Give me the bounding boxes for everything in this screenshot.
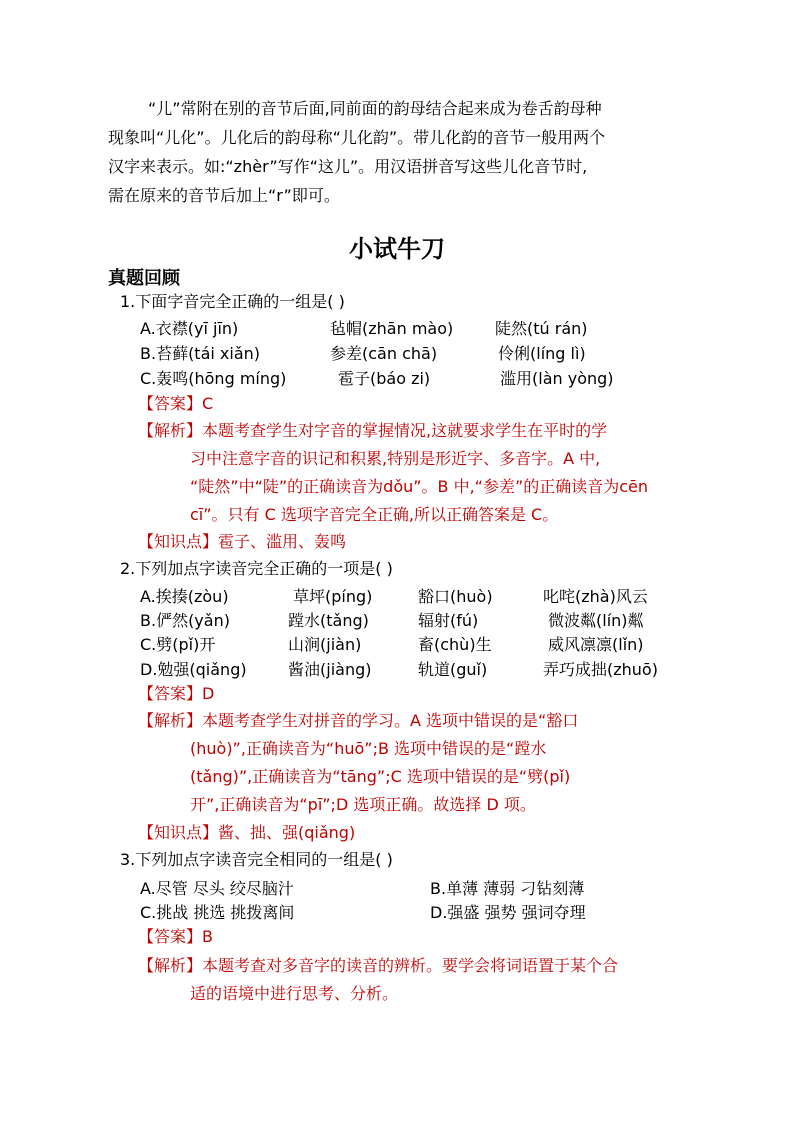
intro-line: 汉字来表示。如:“zhèr”写作“这儿”。用汉语拼音写这些儿化音节时, xyxy=(108,157,588,176)
q1-option-a-1: A.衣襟(yī jīn) xyxy=(140,319,239,338)
page-title: 小试牛刀 xyxy=(349,235,445,263)
q3-option-c: C.挑战 挑选 挑拨离间 xyxy=(140,903,295,922)
q1-answer: 【答案】C xyxy=(138,394,214,413)
q2-option-a-3: 豁口(huò) xyxy=(418,587,493,606)
q2-analysis-line: 【解析】本题考查学生对拼音的学习。A 选项中错误的是“豁口 xyxy=(138,711,579,730)
q1-option-c-3: 滥用(làn yòng) xyxy=(500,369,614,388)
q2-analysis-line: 开”,正确读音为“pī”;D 选项正确。故选择 D 项。 xyxy=(190,795,536,814)
q2-option-c-1: C.劈(pǐ)开 xyxy=(140,635,216,654)
q3-answer: 【答案】B xyxy=(138,927,213,946)
intro-line: 需在原来的音节后加上“r”即可。 xyxy=(108,186,340,205)
q1-analysis-line: cī”。只有 C 选项字音完全正确,所以正确答案是 C。 xyxy=(190,505,559,524)
q2-option-a-1: A.挨揍(zòu) xyxy=(140,587,229,606)
section-heading: 真题回顾 xyxy=(108,268,180,289)
q1-option-c-1: C.轰鸣(hōng míng) xyxy=(140,369,287,388)
question-1-stem: 1.下面字音完全正确的一组是( ) xyxy=(120,292,345,311)
q1-option-b-2: 参差(cān chā) xyxy=(330,344,438,363)
q2-analysis-line: (huò)”,正确读音为“huō”;B 选项中错误的是“蹚水 xyxy=(190,739,547,758)
q3-analysis-line: 【解析】本题考查对多音字的读音的辨析。要学会将词语置于某个合 xyxy=(138,956,619,975)
q2-option-b-4: 微波粼(lín)粼 xyxy=(548,611,644,630)
q1-option-a-2: 毡帽(zhān mào) xyxy=(330,319,454,338)
q1-analysis-line: “陡然”中“陡”的正确读音为dǒu”。B 中,“参差”的正确读音为cēn xyxy=(190,477,649,496)
q3-analysis-line: 适的语境中进行思考、分析。 xyxy=(190,984,399,1003)
q2-answer: 【答案】D xyxy=(138,684,215,703)
q2-option-a-2: 草坪(píng) xyxy=(293,587,373,606)
q1-knowledge: 【知识点】雹子、滥用、轰鸣 xyxy=(138,532,347,551)
q1-option-c-2: 雹子(báo zi) xyxy=(338,369,431,388)
q3-option-d: D.强盛 强势 强词夺理 xyxy=(430,903,586,922)
q2-option-c-2: 山涧(jiàn) xyxy=(288,635,362,654)
q1-analysis-line: 【解析】本题考查学生对字音的掌握情况,这就要求学生在平时的学 xyxy=(138,421,608,440)
q2-option-d-3: 轨道(guǐ) xyxy=(418,660,488,679)
q2-option-a-4: 叱咤(zhà)风云 xyxy=(543,587,648,606)
q2-analysis-line: (tǎng)”,正确读音为“tāng”;C 选项中错误的是“劈(pǐ) xyxy=(190,767,571,786)
intro-paragraph xyxy=(108,94,698,210)
question-3-stem: 3.下列加点字读音完全相同的一组是( ) xyxy=(120,850,393,869)
q2-option-d-2: 酱油(jiàng) xyxy=(288,660,372,679)
q2-option-d-1: D.勉强(qiǎng) xyxy=(140,660,247,679)
q2-knowledge: 【知识点】酱、拙、强(qiǎng) xyxy=(138,823,356,842)
q2-option-b-2: 蹚水(tǎng) xyxy=(288,611,369,630)
q1-analysis-line: 习中注意字音的识记和积累,特别是形近字、多音字。A 中, xyxy=(190,449,601,468)
q3-option-b: B.单薄 薄弱 刁钻刻薄 xyxy=(430,879,585,898)
q2-option-c-4: 威风凛凛(lǐn) xyxy=(548,635,644,654)
intro-line: 现象叫“儿化”。儿化后的韵母称“儿化韵”。带儿化韵的音节一般用两个 xyxy=(108,128,606,147)
q2-option-d-4: 弄巧成拙(zhuō) xyxy=(543,660,658,679)
intro-line: “儿”常附在别的音节后面,同前面的韵母结合起来成为卷舌韵母种 xyxy=(148,99,602,118)
q2-option-c-3: 畜(chù)生 xyxy=(418,635,492,654)
q2-option-b-3: 辐射(fú) xyxy=(418,611,479,630)
q1-option-b-3: 伶俐(líng lì) xyxy=(498,344,586,363)
q2-option-b-1: B.俨然(yǎn) xyxy=(140,611,230,630)
q3-option-a: A.尽管 尽头 绞尽脑汁 xyxy=(140,879,294,898)
q1-option-b-1: B.苔藓(tái xiǎn) xyxy=(140,344,261,363)
q1-option-a-3: 陡然(tú rán) xyxy=(495,319,588,338)
question-2-stem: 2.下列加点字读音完全正确的一项是( ) xyxy=(120,559,393,578)
